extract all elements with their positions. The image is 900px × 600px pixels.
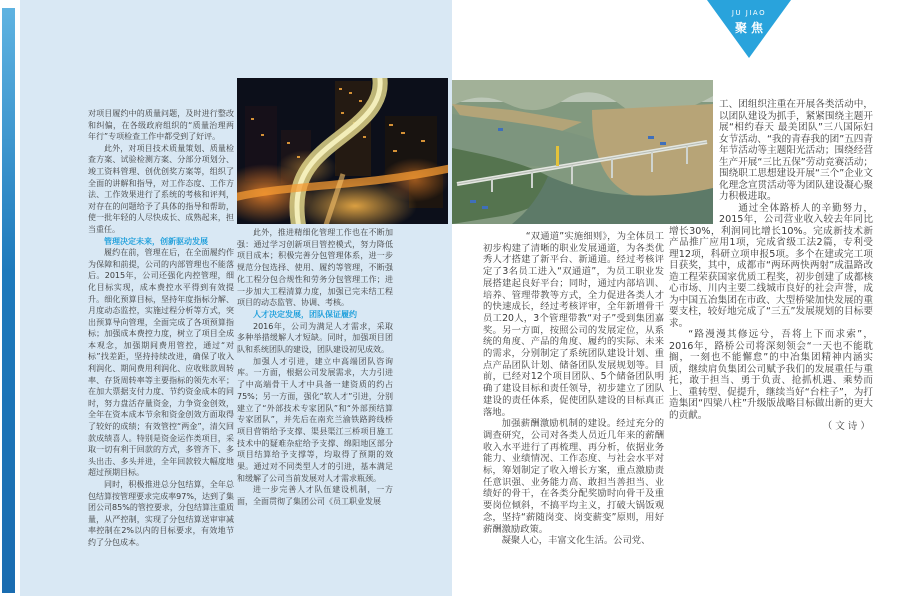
- paragraph: 2016年，公司为满足人才需求，采取多种举措缓解人才短缺。同时，加强项目团队和系统团队的建设，团队建设初见成效。: [237, 321, 393, 355]
- paragraph: 此外，对项目技术质量策划、质量检查方案、试验检测方案、分部分项划分、竣工资料管理、创优创奖方案等，组织了全面的讲解和指导，对工作态度、工作方法、工作效果进行了系统的考核和评判，对存在的问题给予了具体的指导和帮助，使一批年轻的人尽快成长、成熟起来，担当重任。: [88, 143, 234, 234]
- text-column-1: [88, 108, 234, 549]
- focus-section-logo: [707, 0, 791, 58]
- paragraph: 履约在前，管理在后，在全面履约作为保障和前提，公司的内部管理也不能落后。2015年，公司还强化内控管理，细化目标实现，成本费控水平得到有效提升。细化预算目标，坚持年度指标分解、月度动态监控，实施过程分析等方式，突出预算导向管理，全面完成了各项预算指标；加强成本费控力度，树立了项目全成本观念，加强期间费用管控，通过“对标”找差距，坚持持续改进，确保了收入利润化、期间费用利润化、应收账款周转率、存货周转率等主要指标的领先水平；在加大票据支付力度、节约资金成本的同时，努力盘活存量资金，力争资金创效，全年在资本成本节余和资金创效方面取得了较好的成绩；有效管控“两金”，清欠回款成绩喜人。特别是资金运作类项目，采取一切有利于回款的方式，多管齐下、多头出击、多头并进，全年回款较大幅度地超过预期目标。: [88, 248, 234, 478]
- section-label-en: JU JIAO: [731, 9, 767, 17]
- paragraph: 凝聚人心，丰富文化生活。公司党、: [501, 535, 651, 547]
- paragraph: “双通道”实施细则》，为全体员工初步构建了清晰的职业发展通道，为各类优秀人才搭建了新平台、新通道。经过考核评定了3名员工进入“双通道”，为员工职业发展搭建起良好平台；同时，通过内部培训、培养、管理带教等方式，全力促进各类人才的快速成长，经过考核评审，全年新增骨干员工20人，3个管理带教“对子”受到集团嘉奖。另一方面，按照公司的发展定位，从系统的角度、产品的角度、履约的实际、未来的需求，分别制定了系统团队建设计划、重点产品团队计划、储备团队发展规划等。目前，已经对12个项目团队、5个储备团队明确了建设目标和责任领导，初步建立了团队建设的责任体系，促使团队建设的目标真正落地。: [483, 231, 664, 418]
- paragraph: 加强人才引进，建立中高端团队咨询库。一方面，根据公司发展需求，大力引进了中高端骨干人才中具备一建资质的约占75%；另一方面，强化“软人才”引进，分别建立了“外部技术专家团队”和“外部预结算专家团队”，并先后在南充兰渝铁路跨线桥项目营销给予支撑、渠县渠江三桥项目施工技术中的疑难杂症给予支撑、绵阳地区部分项目结算给予支撑等，均取得了预期的效果。通过对不同类型人才的引进，基本满足和缓解了公司当前发展对人才需求瓶颈。: [237, 356, 393, 483]
- paragraph: “路漫漫其修远兮，吾将上下而求索”，2016年，路桥公司将深刻领会“一天也不能耽搁，一刻也不能懈怠”的中冶集团精神内涵实质，继续肩负集团公司赋予我们的发展重任与重托，敢于担当、勇于负责、抢抓机遇、乘势而上、重转型、促提升，继续当好“台柱子”，为打造集团“四梁八柱”升级版战略目标做出新的更大的贡献。: [669, 329, 873, 421]
- photo-wrap-spacer: [669, 99, 719, 225]
- paragraph: 对项目履约中的质量问题，及时进行整改和纠偏，在各级政府组织的“质量治理两年行”专项检查工作中都受到了好评。: [88, 109, 234, 142]
- night-city-illustration: [237, 78, 448, 224]
- left-edge-blue-bar: [2, 8, 15, 593]
- section-label-cn: 聚焦: [734, 21, 767, 35]
- paragraph: 工、团组织注重在开展各类活动中，以团队建设为抓手，紧紧围绕主题开展“相约春天 最美团队”三八国际妇女节活动、“我的青春我的团”五四青年节活动等主题阳光活动；围绕经营生产开展“三比五保”劳动竞赛活动；围绕职工思想建设开展“三个”企业文化理念宣贯活动等为团队建设凝心聚力积极进取。: [719, 99, 873, 202]
- night-city-photo: [237, 78, 448, 224]
- paragraph: 同时，积极推进总分包结算，全年总包结算按管理要求完成率97%，达到了集团公司85%的管控要求，分包结算注重质量，从严控制，实现了分包结算送审审减率控制在2%以内的目标要求，有效地节约了分包成本。: [88, 480, 234, 547]
- paragraph: 此外，推进精细化管理工作也在不断加强：通过学习创新项目管控模式，努力降低项目成本；积极完善分包管理体系，进一步规范分包选择、使用、履约等管理，不断强化工程分包合规性和劳务分包管理工作；进一步加大工程清算力度，加强已完未结工程项目的动态监管、协调、考核。: [237, 228, 393, 308]
- subheading-talent: 人才决定发展，团队保证履约: [253, 309, 357, 319]
- text-column-3: [483, 231, 664, 547]
- byline: （文诗）: [822, 421, 873, 432]
- paragraph: 进一步完善人才队伍建设机制，一方面，全面贯彻了集团公司《员工职业发展: [237, 485, 393, 507]
- paragraph: 加强薪酬激励机制的建设。经过充分的调查研究，公司对各类人员近几年来的薪酬收入水平进行了再梳理、再分析，依据业务能力、业绩情况、工作态度、与社会水平对标，筹划制定了收入增长方案，重点激励责任意识强、业务能力高、敢担当善担当、业绩好的骨干，在各类分配奖励时向骨干及重要岗位倾斜，不搞平均主义，打破大锅饭观念，坚持“薪随岗变、岗变薪变”原则，用好薪酬激励政策。: [483, 418, 664, 535]
- subheading-management: 管理决定未来，创新驱动发展: [104, 236, 208, 246]
- text-column-4: [669, 99, 873, 433]
- text-column-2: [237, 227, 393, 508]
- paragraph: 通过全体路桥人的辛勤努力，2015年，公司营业收入较去年同比增长30%，利润同比增长10%。完成新技术新产品推广应用1项，完成省级工法2篇，专利受理12项，科研立项申报5项。多个在建或完工项目获奖，其中，成都市“两环两快两射”成温路改造工程荣获国家优质工程奖，初步创建了成都核心市场、川内主要二线城市良好的社会声誉，成为中国五冶集团在市政、大型桥梁加快发展的重要支柱，较好地完成了“三五”发展规划的目标要求。: [669, 202, 873, 329]
